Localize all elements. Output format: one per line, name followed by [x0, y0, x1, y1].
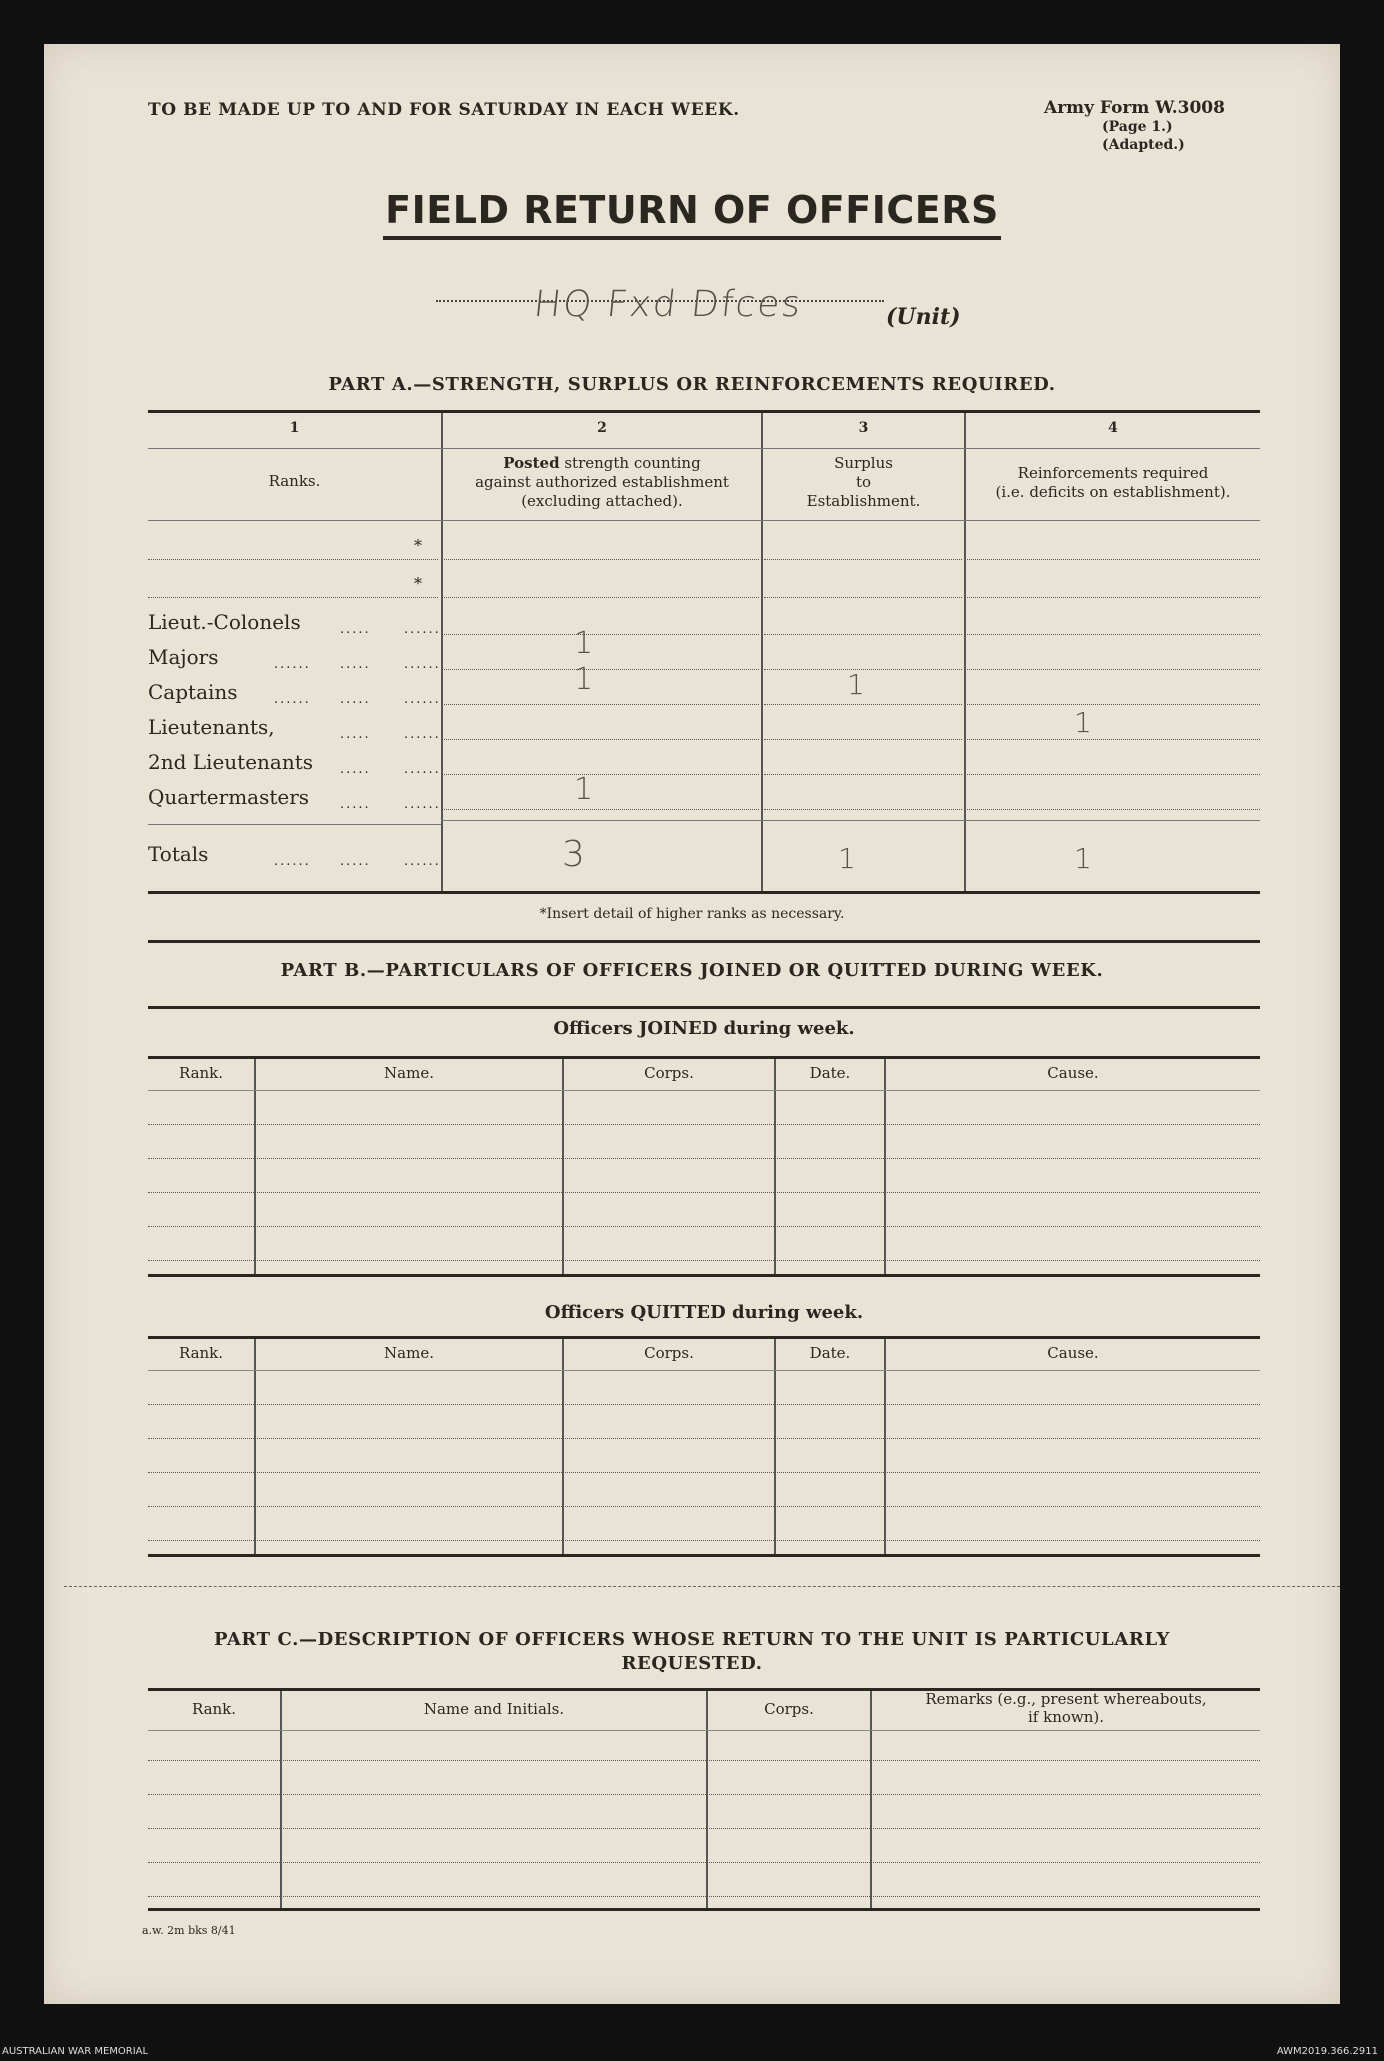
rank-majors: Majors: [148, 645, 219, 669]
rank-captains: Captains: [148, 680, 238, 704]
quitted-col-corps: Corps.: [644, 1344, 694, 1362]
part-b-title: PART B.—PARTICULARS OF OFFICERS JOINED OR QUITTED DURING WEEK.: [280, 960, 1104, 981]
leader-dots: ......: [274, 657, 311, 672]
posted-majors: 1: [574, 626, 594, 661]
leader-dots: ......: [274, 692, 311, 707]
leader-dots: ......: [404, 622, 441, 637]
leader-dots: ......: [404, 727, 441, 742]
totals-label: Totals: [148, 842, 209, 866]
col-number-1: 1: [289, 420, 300, 436]
form-page: (Page 1.): [1102, 119, 1173, 135]
unit-value: HQ Fxd Dfces: [531, 284, 805, 325]
quitted-col-rank: Rank.: [178, 1344, 224, 1362]
leader-dots: ......: [404, 692, 441, 707]
col-number-3: 3: [858, 420, 869, 436]
joined-col-corps: Corps.: [644, 1064, 694, 1082]
totals-reinforcements: 1: [1074, 842, 1092, 875]
form-number-block: [1044, 98, 1304, 154]
col-number-2: 2: [597, 420, 607, 436]
reinforcements-lieutenants: 1: [1074, 706, 1092, 739]
joined-col-name: Name.: [384, 1064, 434, 1082]
totals-surplus: 1: [838, 842, 856, 875]
leader-dots: .....: [340, 692, 371, 707]
archive-caption: AUSTRALIAN WAR MEMORIAL: [2, 2046, 149, 2057]
joined-col-rank: Rank.: [178, 1064, 224, 1082]
ranks-header: Ranks.: [268, 472, 321, 490]
star-note-1: *: [414, 536, 422, 555]
reinforcements-header: Reinforcements required (i.e. deficits on establishment).: [995, 464, 1231, 501]
joined-col-date: Date.: [809, 1064, 851, 1082]
totals-posted: 3: [562, 834, 585, 875]
form-number: Army Form W.3008: [1044, 98, 1225, 118]
quitted-col-date: Date.: [809, 1344, 851, 1362]
posted-captains: 1: [574, 662, 594, 697]
leader-dots: ......: [274, 854, 311, 869]
leader-dots: .....: [340, 657, 371, 672]
form-adapted: (Adapted.): [1102, 137, 1185, 153]
part-c-title: PART C.—DESCRIPTION OF OFFICERS WHOSE RETURN TO THE UNIT IS PARTICULARLY REQUESTED.: [214, 1629, 1170, 1674]
leader-dots: .....: [340, 854, 371, 869]
leader-dots: .....: [340, 727, 371, 742]
partc-col-remarks: Remarks (e.g., present whereabouts, if known).: [925, 1690, 1207, 1726]
star-note-2: *: [414, 574, 422, 593]
header-instruction: TO BE MADE UP TO AND FOR SATURDAY IN EACH WEEK.: [148, 100, 740, 120]
page-title: FIELD RETURN OF OFFICERS: [44, 188, 1340, 232]
surplus-captains: 1: [847, 668, 865, 701]
quitted-col-cause: Cause.: [1047, 1344, 1099, 1362]
quitted-title: Officers QUITTED during week.: [544, 1302, 864, 1323]
leader-dots: ......: [404, 657, 441, 672]
joined-col-cause: Cause.: [1047, 1064, 1099, 1082]
part-a-title: PART A.—STRENGTH, SURPLUS OR REINFORCEMENTS REQUIRED.: [328, 374, 1056, 395]
form-sheet: [44, 44, 1340, 2004]
rank-2nd-lieutenants: 2nd Lieutenants: [148, 750, 314, 774]
joined-title: Officers JOINED during week.: [553, 1018, 855, 1039]
rank-quartermasters: Quartermasters: [148, 785, 310, 809]
leader-dots: .....: [340, 762, 371, 777]
posted-header: Posted strength counting against authorized establishment (excluding attached).: [475, 454, 729, 510]
print-code: a.w. 2m bks 8/41: [142, 1924, 236, 1937]
partc-col-name: Name and Initials.: [423, 1700, 565, 1718]
quitted-col-name: Name.: [384, 1344, 434, 1362]
partc-col-corps: Corps.: [764, 1700, 814, 1718]
col-number-4: 4: [1108, 420, 1118, 436]
leader-dots: ......: [404, 762, 441, 777]
leader-dots: .....: [340, 797, 371, 812]
archive-id: AWM2019.366.2911: [1276, 2046, 1378, 2057]
rank-lieutenants: Lieutenants,: [148, 715, 275, 739]
rank-lieut-colonels: Lieut.-Colonels: [148, 610, 301, 634]
leader-dots: ......: [404, 854, 441, 869]
unit-label: (Unit): [886, 304, 961, 330]
surplus-header: Surplus to Establishment.: [806, 454, 921, 510]
leader-dots: ......: [404, 797, 441, 812]
leader-dots: .....: [340, 622, 371, 637]
partc-col-rank: Rank.: [191, 1700, 237, 1718]
posted-quartermasters: 1: [574, 772, 594, 807]
part-a-footnote: *Insert detail of higher ranks as necessary.: [539, 906, 845, 922]
tear-off-line: [64, 1586, 1340, 1587]
